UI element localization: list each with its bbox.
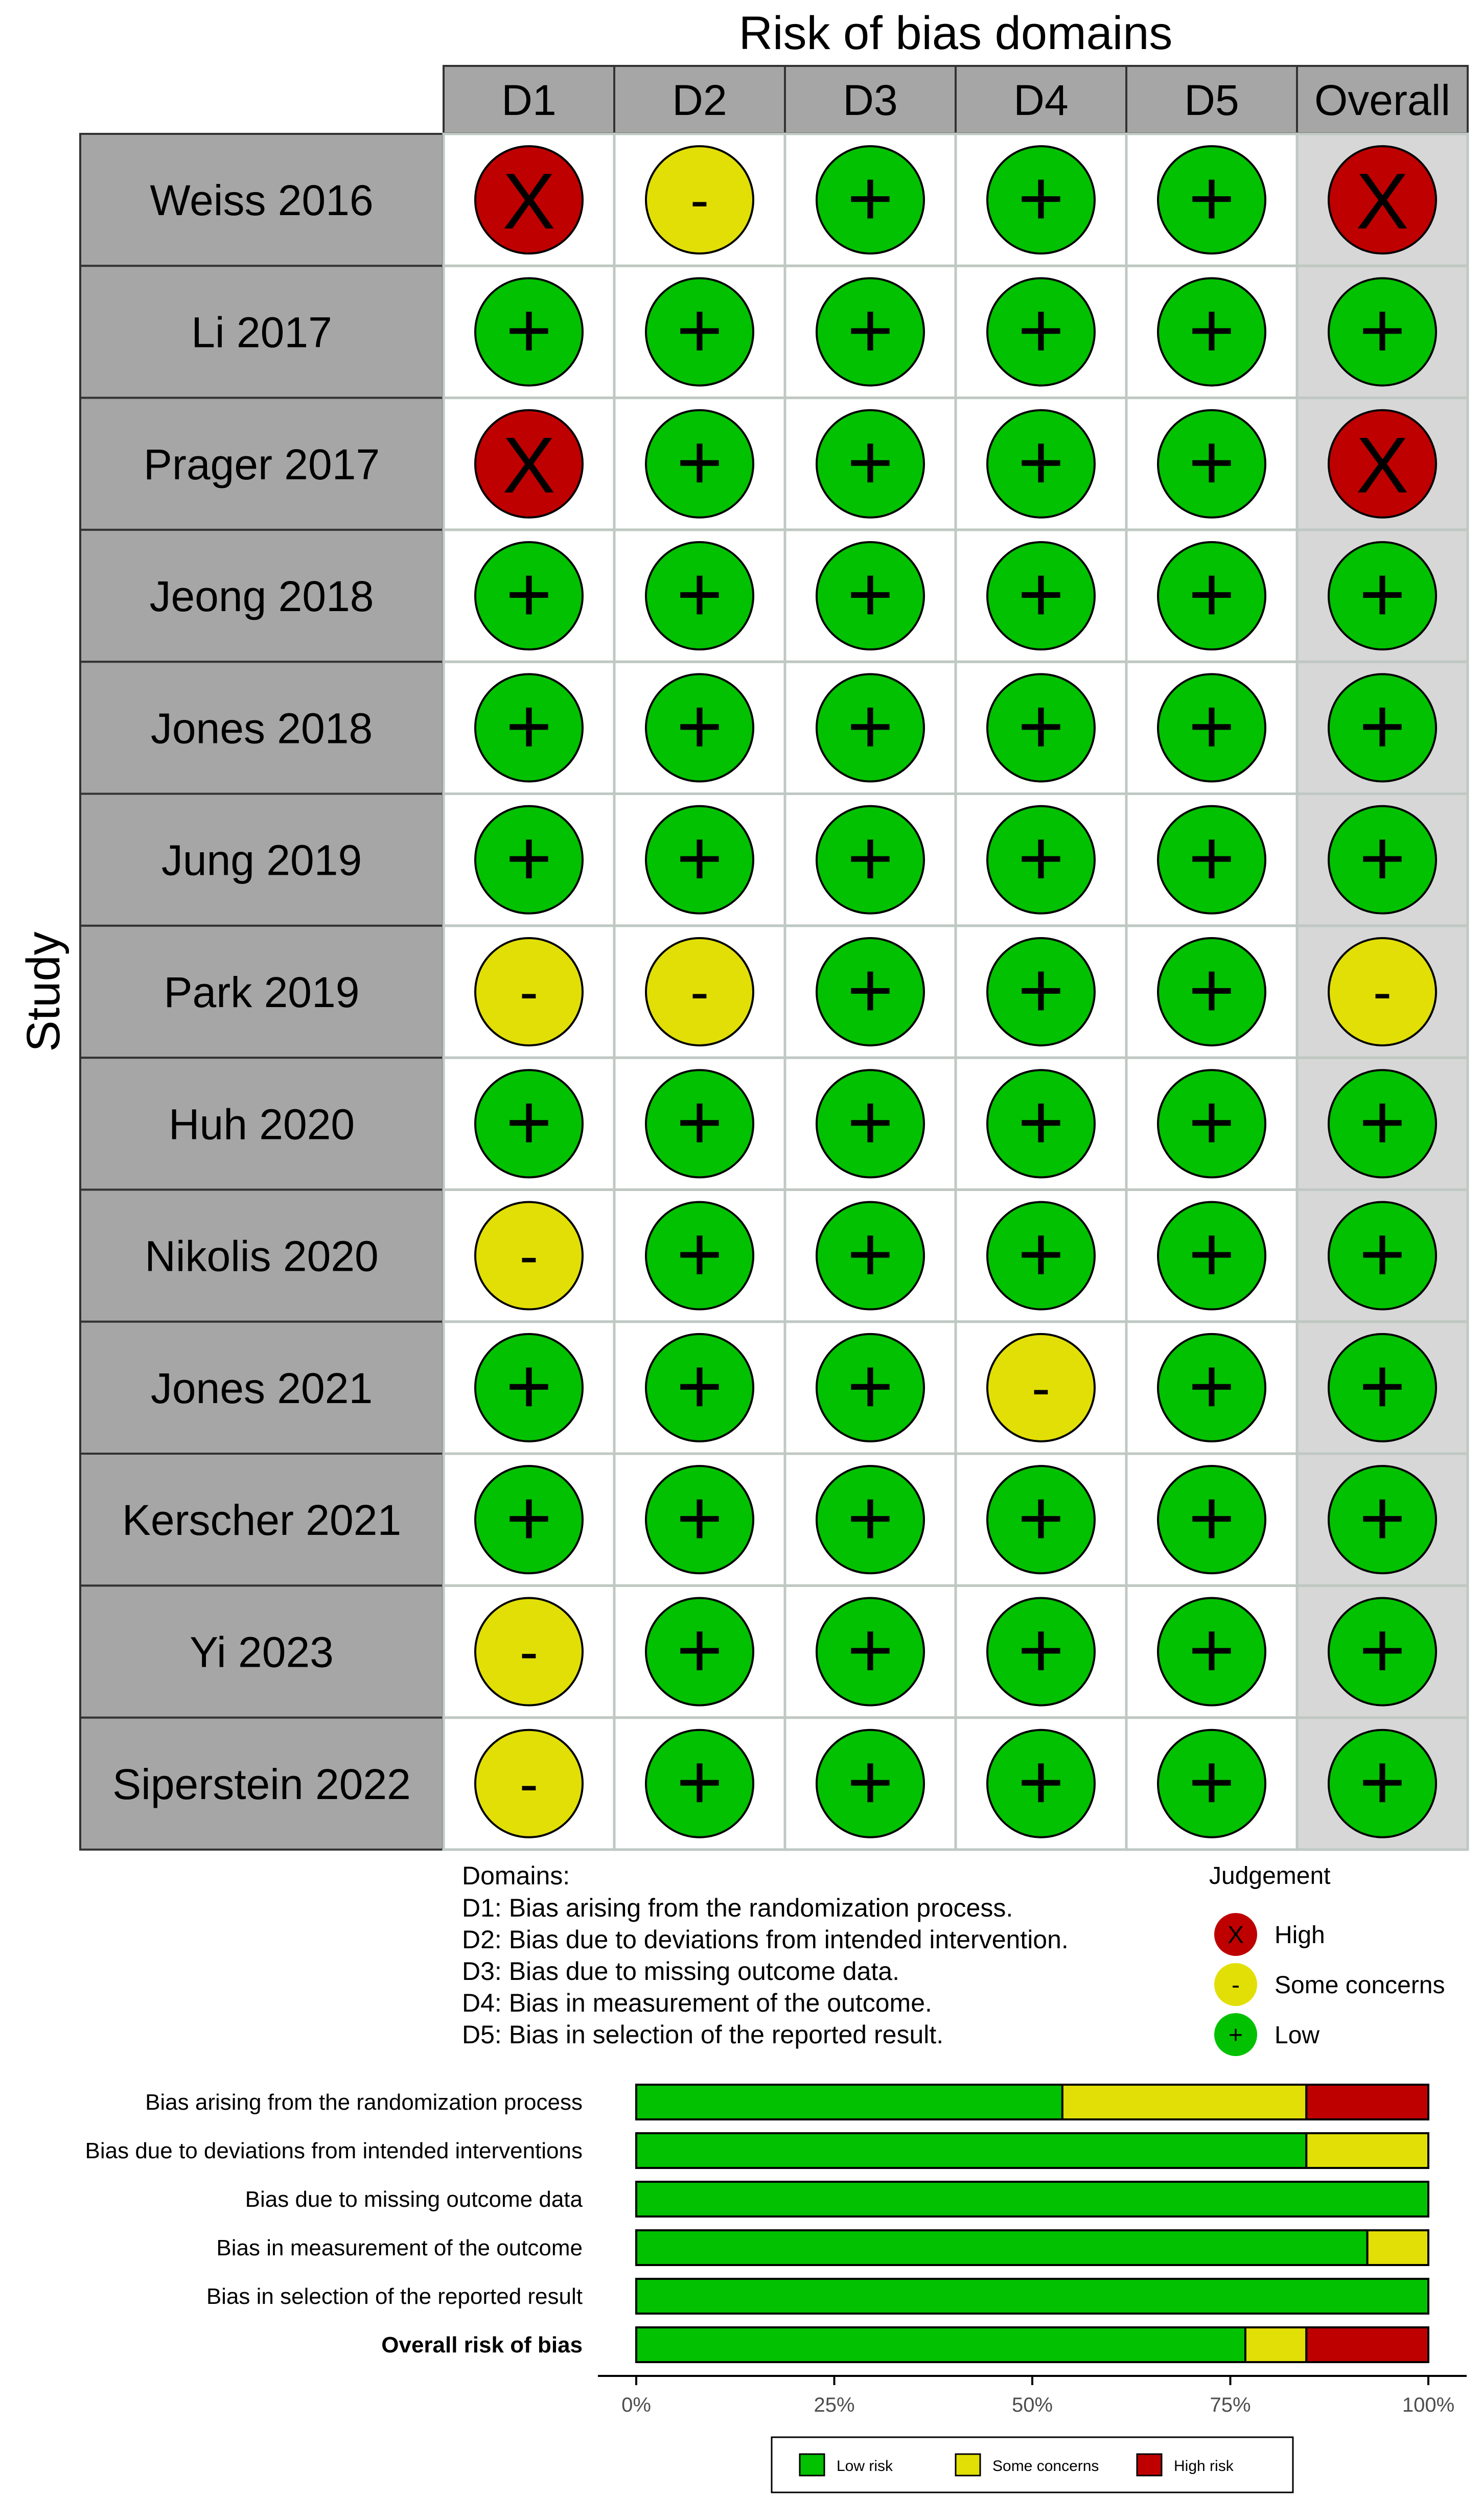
judgement-symbol: X: [502, 421, 555, 509]
judgement-symbol: -: [1031, 1356, 1051, 1419]
judgement-symbol: +: [1359, 550, 1406, 639]
judgement-symbol: +: [1017, 417, 1064, 506]
bar-segment-high: [1306, 2327, 1428, 2362]
judgement-symbol: +: [1017, 1209, 1064, 1298]
judgement-symbol: +: [676, 1078, 723, 1166]
bar-segment-some: [1368, 2230, 1428, 2265]
bar-segment-some: [1062, 2085, 1306, 2119]
judgement-symbol: +: [676, 813, 723, 902]
column-header-label-d1: D1: [501, 76, 557, 124]
study-label: Huh 2020: [168, 1100, 355, 1149]
judgement-symbol: +: [676, 550, 723, 639]
judgement-legend-title: Judgement: [1209, 1862, 1331, 1889]
study-label: Jung 2019: [161, 836, 362, 884]
judgement-symbol: -: [690, 169, 709, 232]
judgement-symbol: +: [1359, 1078, 1406, 1166]
study-label: Jones 2018: [150, 704, 373, 753]
judgement-symbol: +: [505, 1078, 552, 1166]
judgement-symbol: +: [1017, 1605, 1064, 1694]
x-axis-tick-label: 75%: [1210, 2394, 1251, 2416]
column-header-label-d5: D5: [1184, 76, 1239, 124]
bar-segment-low: [636, 2182, 1428, 2216]
judgement-symbol: +: [505, 550, 552, 639]
judgement-symbol: +: [847, 945, 894, 1034]
bar-legend-some-swatch: [956, 2454, 980, 2476]
study-label: Prager 2017: [143, 440, 380, 488]
judgement-symbol: +: [847, 154, 894, 243]
judgement-symbol: +: [847, 813, 894, 902]
judgement-symbol: +: [1359, 1341, 1406, 1430]
bar-category-label: Bias in measurement of the outcome: [216, 2235, 583, 2260]
legend-high-label: High: [1275, 1922, 1325, 1949]
judgement-symbol: +: [505, 1341, 552, 1430]
judgement-symbol: +: [1017, 1474, 1064, 1562]
judgement-symbol: +: [1188, 813, 1235, 902]
judgement-symbol: +: [847, 286, 894, 375]
judgement-symbol: +: [847, 1605, 894, 1694]
bar-segment-low: [636, 2085, 1062, 2119]
judgement-symbol: +: [1017, 682, 1064, 771]
bar-legend-high-label: High risk: [1174, 2458, 1234, 2475]
legend-some-label: Some concerns: [1275, 1972, 1445, 1999]
bar-legend-some-label: Some concerns: [992, 2458, 1099, 2475]
judgement-symbol: +: [847, 1341, 894, 1430]
judgement-symbol: +: [1188, 1605, 1235, 1694]
judgement-symbol: +: [847, 1474, 894, 1562]
judgement-symbol: -: [1373, 960, 1392, 1023]
domain-description-5: D5: Bias in selection of the reported result.: [462, 2020, 944, 2049]
legend-low-symbol: +: [1228, 2022, 1243, 2049]
judgement-symbol: +: [1017, 1737, 1064, 1826]
judgement-symbol: +: [1188, 1078, 1235, 1166]
judgement-symbol: +: [676, 682, 723, 771]
bar-segment-low: [636, 2279, 1428, 2314]
judgement-symbol: +: [1017, 945, 1064, 1034]
judgement-symbol: +: [1188, 1737, 1235, 1826]
study-label: Siperstein 2022: [112, 1760, 411, 1808]
legend-some-symbol: -: [1232, 1972, 1240, 1999]
bar-segment-some: [1306, 2133, 1428, 2168]
judgement-symbol: +: [1188, 945, 1235, 1034]
chart-title: Risk of bias domains: [738, 7, 1173, 59]
judgement-symbol: +: [1359, 286, 1406, 375]
judgement-symbol: +: [505, 1474, 552, 1562]
study-label: Park 2019: [164, 968, 360, 1016]
x-axis-tick-label: 100%: [1402, 2394, 1455, 2416]
judgement-symbol: +: [1017, 286, 1064, 375]
judgement-symbol: X: [502, 157, 555, 246]
judgement-symbol: +: [1017, 154, 1064, 243]
study-label: Yi 2023: [190, 1628, 334, 1676]
judgement-symbol: +: [847, 550, 894, 639]
judgement-symbol: +: [847, 682, 894, 771]
bar-segment-low: [636, 2230, 1368, 2265]
judgement-symbol: +: [676, 1341, 723, 1430]
judgement-symbol: +: [847, 417, 894, 506]
y-axis-label: Study: [17, 931, 70, 1052]
bar-segment-some: [1245, 2327, 1306, 2362]
bar-category-label: Bias due to missing outcome data: [245, 2187, 583, 2212]
bar-category-label: Overall risk of bias: [381, 2332, 583, 2358]
judgement-symbol: +: [1359, 1209, 1406, 1298]
domain-description-1: D1: Bias arising from the randomization process.: [462, 1894, 1013, 1922]
judgement-symbol: +: [1359, 1737, 1406, 1826]
judgement-symbol: +: [1017, 1078, 1064, 1166]
judgement-symbol: +: [676, 1737, 723, 1826]
judgement-symbol: +: [676, 1605, 723, 1694]
bar-segment-low: [636, 2133, 1306, 2168]
study-label: Nikolis 2020: [145, 1232, 379, 1280]
judgement-symbol: +: [1188, 1474, 1235, 1562]
column-header-label-d4: D4: [1013, 76, 1069, 124]
bar-legend-low-swatch: [800, 2454, 824, 2476]
judgement-symbol: +: [1359, 1605, 1406, 1694]
judgement-symbol: +: [847, 1737, 894, 1826]
bar-legend-low-label: Low risk: [837, 2458, 893, 2475]
bar-category-label: Bias arising from the randomization process: [145, 2090, 583, 2115]
judgement-symbol: -: [690, 960, 709, 1023]
legend-low-label: Low: [1275, 2022, 1320, 2049]
bar-legend-high-swatch: [1137, 2454, 1162, 2476]
judgement-symbol: +: [1359, 1474, 1406, 1562]
judgement-symbol: -: [519, 1620, 539, 1684]
legend-high-symbol: X: [1227, 1922, 1244, 1949]
x-axis-tick-label: 25%: [814, 2394, 855, 2416]
judgement-symbol: +: [1359, 682, 1406, 771]
judgement-symbol: +: [1188, 417, 1235, 506]
judgement-symbol: +: [676, 417, 723, 506]
study-label: Jones 2021: [150, 1364, 373, 1412]
judgement-symbol: -: [519, 1224, 539, 1288]
x-axis-tick-label: 50%: [1011, 2394, 1053, 2416]
judgement-symbol: X: [1356, 421, 1409, 509]
judgement-symbol: X: [1356, 157, 1409, 246]
study-label: Kerscher 2021: [122, 1496, 402, 1545]
domains-title: Domains:: [462, 1861, 570, 1890]
judgement-symbol: +: [847, 1078, 894, 1166]
column-header-label-d3: D3: [843, 76, 898, 124]
judgement-symbol: -: [519, 960, 539, 1023]
judgement-symbol: +: [1359, 813, 1406, 902]
judgement-symbol: +: [505, 286, 552, 375]
bar-category-label: Bias in selection of the reported result: [206, 2284, 583, 2309]
column-header-label-d2: D2: [672, 76, 727, 124]
bar-segment-high: [1306, 2085, 1428, 2119]
column-header-label-overall: Overall: [1314, 76, 1451, 124]
study-label: Weiss 2016: [150, 176, 374, 225]
study-label: Li 2017: [191, 308, 332, 357]
study-label: Jeong 2018: [149, 572, 374, 621]
x-axis-tick-label: 0%: [621, 2394, 651, 2416]
judgement-symbol: +: [1188, 1209, 1235, 1298]
judgement-symbol: +: [676, 1474, 723, 1562]
domain-description-2: D2: Bias due to deviations from intended intervention.: [462, 1925, 1069, 1954]
bar-category-label: Bias due to deviations from intended interventions: [85, 2138, 583, 2163]
judgement-symbol: +: [505, 682, 552, 771]
judgement-symbol: +: [505, 813, 552, 902]
judgement-symbol: +: [1188, 154, 1235, 243]
judgement-symbol: +: [847, 1209, 894, 1298]
judgement-symbol: +: [1188, 682, 1235, 771]
domain-description-3: D3: Bias due to missing outcome data.: [462, 1957, 900, 1986]
judgement-symbol: -: [519, 1752, 539, 1815]
judgement-symbol: +: [1188, 1341, 1235, 1430]
bar-segment-low: [636, 2327, 1245, 2362]
domain-description-4: D4: Bias in measurement of the outcome.: [462, 1989, 932, 2017]
judgement-symbol: +: [1188, 286, 1235, 375]
judgement-symbol: +: [676, 1209, 723, 1298]
judgement-symbol: +: [1188, 550, 1235, 639]
judgement-symbol: +: [1017, 550, 1064, 639]
judgement-symbol: +: [1017, 813, 1064, 902]
judgement-symbol: +: [676, 286, 723, 375]
